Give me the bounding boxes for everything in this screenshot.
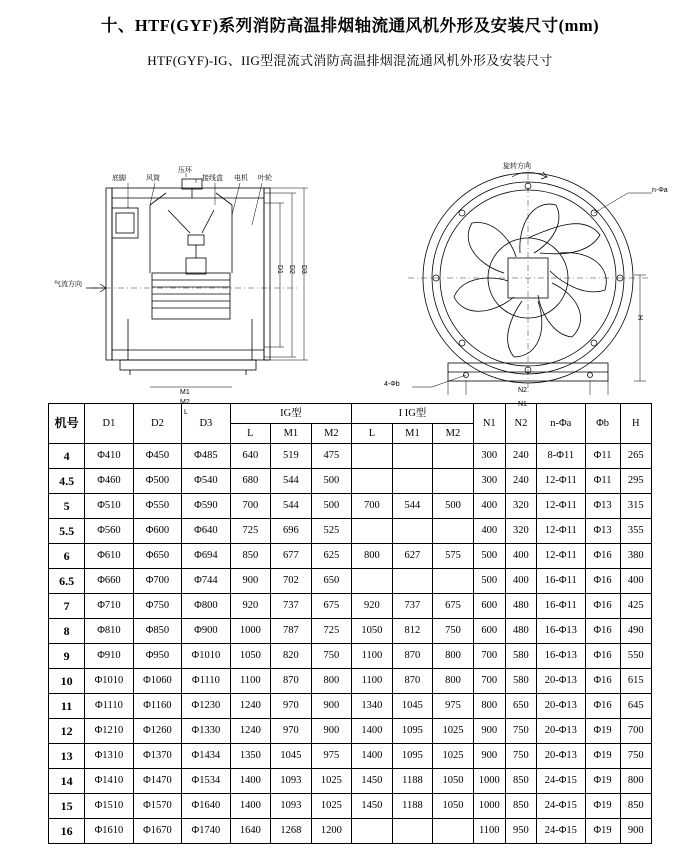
cell-d3: Φ1640 (182, 794, 230, 819)
cell-iig-m1: 812 (392, 619, 433, 644)
cell-jihao: 11 (49, 694, 85, 719)
cell-iig-l (352, 519, 393, 544)
cell-iig-m2 (433, 569, 474, 594)
cell-d2: Φ600 (133, 519, 181, 544)
table-row (49, 519, 652, 544)
cell-n1: 300 (473, 444, 505, 469)
cell-n-phi-a: 20-Φ13 (537, 694, 586, 719)
cell-iig-m2 (433, 469, 474, 494)
cell-d3: Φ1230 (182, 694, 230, 719)
cell-ig-m2: 1025 (311, 769, 352, 794)
label-dianji: 电机 (234, 175, 248, 182)
col-phi-b: Φb (585, 404, 620, 444)
cell-iig-l: 1450 (352, 794, 393, 819)
col-d1: D1 (85, 404, 133, 444)
cell-phi-b: Φ16 (585, 594, 620, 619)
cell-ig-m2: 650 (311, 569, 352, 594)
cell-jihao: 15 (49, 794, 85, 819)
cell-jihao: 12 (49, 719, 85, 744)
dim-l: L (184, 409, 188, 416)
cell-ig-l: 900 (230, 569, 271, 594)
cell-h: 355 (620, 519, 651, 544)
cell-iig-l: 1050 (352, 619, 393, 644)
cell-ig-l: 920 (230, 594, 271, 619)
col-ig-l: L (230, 424, 271, 444)
cell-phi-b: Φ11 (585, 444, 620, 469)
cell-ig-l: 1100 (230, 669, 271, 694)
cell-phi-b: Φ16 (585, 669, 620, 694)
cell-ig-m2: 500 (311, 469, 352, 494)
cell-phi-b: Φ16 (585, 694, 620, 719)
cell-n1: 500 (473, 544, 505, 569)
table-row (49, 594, 652, 619)
table-row (49, 669, 652, 694)
cell-ig-m1: 544 (271, 469, 312, 494)
cell-d3: Φ800 (182, 594, 230, 619)
cell-n2: 750 (505, 744, 536, 769)
cell-d1: Φ1410 (85, 769, 133, 794)
col-h: H (620, 404, 651, 444)
label-jiexianhe: 接线盒 (202, 175, 223, 182)
cell-d3: Φ1534 (182, 769, 230, 794)
cell-d1: Φ1210 (85, 719, 133, 744)
cell-ig-l: 1240 (230, 719, 271, 744)
table-header-row-1 (49, 404, 652, 424)
cell-d2: Φ850 (133, 619, 181, 644)
cell-iig-m2: 1050 (433, 769, 474, 794)
cell-iig-m1 (392, 444, 433, 469)
cell-d1: Φ1010 (85, 669, 133, 694)
cell-ig-l: 640 (230, 444, 271, 469)
col-n2: N2 (505, 404, 536, 444)
cell-ig-l: 1240 (230, 694, 271, 719)
cell-n1: 1000 (473, 794, 505, 819)
cell-iig-l (352, 444, 393, 469)
cell-d3: Φ1010 (182, 644, 230, 669)
cell-ig-l: 850 (230, 544, 271, 569)
cell-iig-m1: 1188 (392, 794, 433, 819)
cell-ig-m1: 677 (271, 544, 312, 569)
cell-ig-m1: 970 (271, 719, 312, 744)
cell-d2: Φ1670 (133, 819, 181, 844)
drawing-svg (0, 75, 700, 395)
cell-jihao: 5 (49, 494, 85, 519)
cell-n2: 480 (505, 594, 536, 619)
cell-iig-m1 (392, 519, 433, 544)
cell-jihao: 16 (49, 819, 85, 844)
table-row (49, 819, 652, 844)
table-row (49, 444, 652, 469)
cell-iig-l: 1400 (352, 719, 393, 744)
table-row (49, 619, 652, 644)
cell-n-phi-a: 20-Φ13 (537, 669, 586, 694)
cell-d2: Φ1470 (133, 769, 181, 794)
cell-ig-m2: 625 (311, 544, 352, 569)
cell-phi-b: Φ16 (585, 544, 620, 569)
cell-h: 265 (620, 444, 651, 469)
table-row (49, 744, 652, 769)
cell-ig-m1: 787 (271, 619, 312, 644)
cell-d2: Φ1370 (133, 744, 181, 769)
cell-d2: Φ1260 (133, 719, 181, 744)
cell-n-phi-a: 24-Φ15 (537, 819, 586, 844)
cell-ig-m2: 975 (311, 744, 352, 769)
table-row (49, 494, 652, 519)
cell-h: 295 (620, 469, 651, 494)
cell-iig-m2 (433, 819, 474, 844)
cell-n-phi-a: 20-Φ13 (537, 744, 586, 769)
cell-iig-m2: 975 (433, 694, 474, 719)
cell-iig-m1: 544 (392, 494, 433, 519)
cell-h: 315 (620, 494, 651, 519)
label-dijiao: 底脚 (112, 175, 126, 182)
cell-n1: 1000 (473, 769, 505, 794)
cell-ig-m2: 525 (311, 519, 352, 544)
cell-jihao: 14 (49, 769, 85, 794)
cell-d3: Φ900 (182, 619, 230, 644)
cell-iig-m1 (392, 469, 433, 494)
cell-n1: 500 (473, 569, 505, 594)
cell-ig-m1: 696 (271, 519, 312, 544)
cell-ig-l: 1400 (230, 769, 271, 794)
col-iig-m1: M1 (392, 424, 433, 444)
cell-iig-m2: 575 (433, 544, 474, 569)
cell-ig-l: 700 (230, 494, 271, 519)
cell-iig-m2: 500 (433, 494, 474, 519)
cell-d1: Φ660 (85, 569, 133, 594)
table-row (49, 694, 652, 719)
cell-n2: 750 (505, 719, 536, 744)
cell-ig-m1: 519 (271, 444, 312, 469)
cell-n2: 320 (505, 494, 536, 519)
cell-n-phi-a: 12-Φ11 (537, 544, 586, 569)
cell-n1: 900 (473, 744, 505, 769)
cell-n2: 850 (505, 794, 536, 819)
cell-n-phi-a: 20-Φ13 (537, 719, 586, 744)
cell-h: 900 (620, 819, 651, 844)
cell-d3: Φ590 (182, 494, 230, 519)
cell-d2: Φ500 (133, 469, 181, 494)
cell-n-phi-a: 12-Φ11 (537, 494, 586, 519)
cell-ig-l: 1050 (230, 644, 271, 669)
cell-d2: Φ650 (133, 544, 181, 569)
cell-jihao: 10 (49, 669, 85, 694)
cell-n-phi-a: 24-Φ15 (537, 794, 586, 819)
cell-n1: 400 (473, 494, 505, 519)
cell-d1: Φ710 (85, 594, 133, 619)
table-row (49, 469, 652, 494)
cell-iig-m1 (392, 569, 433, 594)
col-n-phi-a: n-Φa (537, 404, 586, 444)
cell-d2: Φ700 (133, 569, 181, 594)
cell-n2: 400 (505, 544, 536, 569)
cell-iig-m1: 1095 (392, 744, 433, 769)
cell-jihao: 8 (49, 619, 85, 644)
cell-ig-l: 1350 (230, 744, 271, 769)
cell-jihao: 13 (49, 744, 85, 769)
cell-n-phi-a: 16-Φ11 (537, 594, 586, 619)
cell-d3: Φ485 (182, 444, 230, 469)
cell-d1: Φ910 (85, 644, 133, 669)
cell-ig-m1: 820 (271, 644, 312, 669)
cell-ig-m1: 737 (271, 594, 312, 619)
cell-d3: Φ540 (182, 469, 230, 494)
cell-h: 700 (620, 719, 651, 744)
label-fengtong: 风筒 (146, 175, 160, 182)
cell-d3: Φ1330 (182, 719, 230, 744)
cell-iig-m2: 1025 (433, 719, 474, 744)
cell-n2: 850 (505, 769, 536, 794)
cell-iig-l: 800 (352, 544, 393, 569)
cell-iig-l (352, 569, 393, 594)
cell-ig-m2: 1200 (311, 819, 352, 844)
cell-jihao: 7 (49, 594, 85, 619)
dim-d1: D1 (276, 265, 283, 274)
cell-n-phi-a: 16-Φ13 (537, 644, 586, 669)
cell-phi-b: Φ19 (585, 719, 620, 744)
cell-n2: 240 (505, 469, 536, 494)
cell-d3: Φ1434 (182, 744, 230, 769)
cell-d1: Φ1610 (85, 819, 133, 844)
cell-jihao: 4.5 (49, 469, 85, 494)
cell-d3: Φ640 (182, 519, 230, 544)
cell-iig-l: 1100 (352, 644, 393, 669)
cell-iig-m2: 675 (433, 594, 474, 619)
cell-n1: 600 (473, 619, 505, 644)
cell-d1: Φ460 (85, 469, 133, 494)
cell-ig-l: 1000 (230, 619, 271, 644)
cell-ig-l: 1640 (230, 819, 271, 844)
cell-d2: Φ1570 (133, 794, 181, 819)
cell-n-phi-a: 12-Φ11 (537, 469, 586, 494)
cell-d1: Φ1510 (85, 794, 133, 819)
cell-h: 550 (620, 644, 651, 669)
cell-ig-l: 680 (230, 469, 271, 494)
page-subtitle: HTF(GYF)-IG、IIG型混流式消防高温排烟混流通风机外形及安装尺寸 (147, 53, 553, 68)
cell-n2: 320 (505, 519, 536, 544)
cell-ig-m1: 970 (271, 694, 312, 719)
cell-n1: 300 (473, 469, 505, 494)
cell-d2: Φ550 (133, 494, 181, 519)
cell-iig-m1: 627 (392, 544, 433, 569)
col-jihao: 机号 (49, 404, 85, 444)
label-yahuan: 压环 (178, 167, 192, 174)
cell-ig-m2: 750 (311, 644, 352, 669)
dim-h: H (636, 315, 643, 321)
cell-jihao: 4 (49, 444, 85, 469)
cell-n-phi-a: 16-Φ13 (537, 619, 586, 644)
cell-d1: Φ1110 (85, 694, 133, 719)
cell-h: 400 (620, 569, 651, 594)
cell-n2: 950 (505, 819, 536, 844)
cell-n1: 1100 (473, 819, 505, 844)
cell-n-phi-a: 24-Φ15 (537, 769, 586, 794)
cell-ig-m1: 1268 (271, 819, 312, 844)
cell-phi-b: Φ16 (585, 619, 620, 644)
cell-n-phi-a: 8-Φ11 (537, 444, 586, 469)
cell-iig-l: 1100 (352, 669, 393, 694)
cell-n1: 700 (473, 644, 505, 669)
label-yelun: 叶轮 (258, 175, 272, 182)
cell-iig-m1: 737 (392, 594, 433, 619)
cell-iig-m2 (433, 519, 474, 544)
cell-iig-m1: 1045 (392, 694, 433, 719)
cell-phi-b: Φ16 (585, 644, 620, 669)
cell-n2: 400 (505, 569, 536, 594)
cell-iig-l: 1400 (352, 744, 393, 769)
cell-ig-m2: 675 (311, 594, 352, 619)
cell-d2: Φ1060 (133, 669, 181, 694)
cell-h: 490 (620, 619, 651, 644)
cell-iig-m2: 800 (433, 669, 474, 694)
label-rotation-direction: 旋转方向 (503, 163, 531, 170)
table-body (49, 444, 652, 844)
label-n-phi-a: n-Φa (652, 187, 668, 194)
cell-ig-m2: 500 (311, 494, 352, 519)
cell-n2: 480 (505, 619, 536, 644)
cell-d1: Φ610 (85, 544, 133, 569)
table-header (49, 404, 652, 444)
cell-jihao: 6.5 (49, 569, 85, 594)
cell-n2: 240 (505, 444, 536, 469)
cell-ig-m1: 1045 (271, 744, 312, 769)
cell-n1: 700 (473, 669, 505, 694)
cell-ig-m2: 475 (311, 444, 352, 469)
cell-ig-m1: 870 (271, 669, 312, 694)
col-ig-m2: M2 (311, 424, 352, 444)
dim-m1: M1 (180, 389, 190, 396)
table-row (49, 644, 652, 669)
cell-iig-m1: 870 (392, 644, 433, 669)
cell-n1: 600 (473, 594, 505, 619)
cell-iig-m2 (433, 444, 474, 469)
cell-d2: Φ450 (133, 444, 181, 469)
cell-d2: Φ750 (133, 594, 181, 619)
cell-d1: Φ810 (85, 619, 133, 644)
cell-ig-m1: 702 (271, 569, 312, 594)
cell-h: 425 (620, 594, 651, 619)
page-title: 十、HTF(GYF)系列消防高温排烟轴流通风机外形及安装尺寸(mm) (100, 16, 600, 35)
cell-iig-l: 700 (352, 494, 393, 519)
cell-n1: 400 (473, 519, 505, 544)
cell-jihao: 6 (49, 544, 85, 569)
cell-ig-m2: 725 (311, 619, 352, 644)
cell-ig-m2: 900 (311, 694, 352, 719)
dim-n1: N1 (518, 401, 527, 408)
cell-jihao: 5.5 (49, 519, 85, 544)
cell-phi-b: Φ13 (585, 519, 620, 544)
cell-phi-b: Φ16 (585, 569, 620, 594)
dim-d2: D2 (288, 265, 295, 274)
cell-d2: Φ1160 (133, 694, 181, 719)
col-ig-m1: M1 (271, 424, 312, 444)
cell-d3: Φ1740 (182, 819, 230, 844)
cell-d1: Φ510 (85, 494, 133, 519)
col-d3: D3 (182, 404, 230, 444)
cell-n1: 900 (473, 719, 505, 744)
cell-iig-m2: 800 (433, 644, 474, 669)
col-iig-m2: M2 (433, 424, 474, 444)
cell-iig-l: 1450 (352, 769, 393, 794)
cell-ig-m2: 900 (311, 719, 352, 744)
dim-m2: M2 (180, 399, 190, 406)
cell-d3: Φ694 (182, 544, 230, 569)
cell-phi-b: Φ19 (585, 744, 620, 769)
cell-iig-m1: 870 (392, 669, 433, 694)
cell-iig-m2: 1050 (433, 794, 474, 819)
cell-iig-m1 (392, 819, 433, 844)
cell-h: 380 (620, 544, 651, 569)
dimensions-table (48, 403, 652, 844)
cell-d2: Φ950 (133, 644, 181, 669)
cell-n-phi-a: 16-Φ11 (537, 569, 586, 594)
cell-ig-l: 725 (230, 519, 271, 544)
cell-iig-m1: 1188 (392, 769, 433, 794)
cell-n2: 580 (505, 644, 536, 669)
cell-h: 645 (620, 694, 651, 719)
cell-h: 615 (620, 669, 651, 694)
dim-n2: N2 (518, 387, 527, 394)
cell-ig-m2: 1025 (311, 794, 352, 819)
cell-d1: Φ410 (85, 444, 133, 469)
cell-n2: 650 (505, 694, 536, 719)
cell-iig-l (352, 469, 393, 494)
cell-iig-l (352, 819, 393, 844)
label-qiliu-fangxiang: 气流方向 (54, 281, 82, 288)
dim-d3: D3 (300, 265, 307, 274)
col-iig-l: L (352, 424, 393, 444)
cell-d3: Φ1110 (182, 669, 230, 694)
label-4-phi-b: 4-Φb (384, 381, 400, 388)
cell-phi-b: Φ19 (585, 769, 620, 794)
cell-ig-l: 1400 (230, 794, 271, 819)
cell-phi-b: Φ11 (585, 469, 620, 494)
cell-n1: 800 (473, 694, 505, 719)
cell-d1: Φ560 (85, 519, 133, 544)
table-row (49, 794, 652, 819)
cell-d3: Φ744 (182, 569, 230, 594)
col-group-ig: IG型 (230, 404, 352, 424)
cell-ig-m1: 1093 (271, 769, 312, 794)
col-n1: N1 (473, 404, 505, 444)
cell-ig-m2: 800 (311, 669, 352, 694)
table-row (49, 544, 652, 569)
table-row (49, 569, 652, 594)
cell-ig-m1: 1093 (271, 794, 312, 819)
cell-ig-m1: 544 (271, 494, 312, 519)
cell-iig-l: 920 (352, 594, 393, 619)
cell-jihao: 9 (49, 644, 85, 669)
cell-h: 850 (620, 794, 651, 819)
cell-iig-m2: 1025 (433, 744, 474, 769)
table-row (49, 719, 652, 744)
cell-h: 750 (620, 744, 651, 769)
cell-iig-m1: 1095 (392, 719, 433, 744)
cell-iig-l: 1340 (352, 694, 393, 719)
cell-n-phi-a: 12-Φ11 (537, 519, 586, 544)
col-group-iig: I IG型 (352, 404, 474, 424)
table-row (49, 769, 652, 794)
col-d2: D2 (133, 404, 181, 444)
cell-phi-b: Φ19 (585, 819, 620, 844)
cell-phi-b: Φ19 (585, 794, 620, 819)
cell-h: 800 (620, 769, 651, 794)
cell-phi-b: Φ13 (585, 494, 620, 519)
cell-iig-m2: 750 (433, 619, 474, 644)
cell-d1: Φ1310 (85, 744, 133, 769)
cell-n2: 580 (505, 669, 536, 694)
